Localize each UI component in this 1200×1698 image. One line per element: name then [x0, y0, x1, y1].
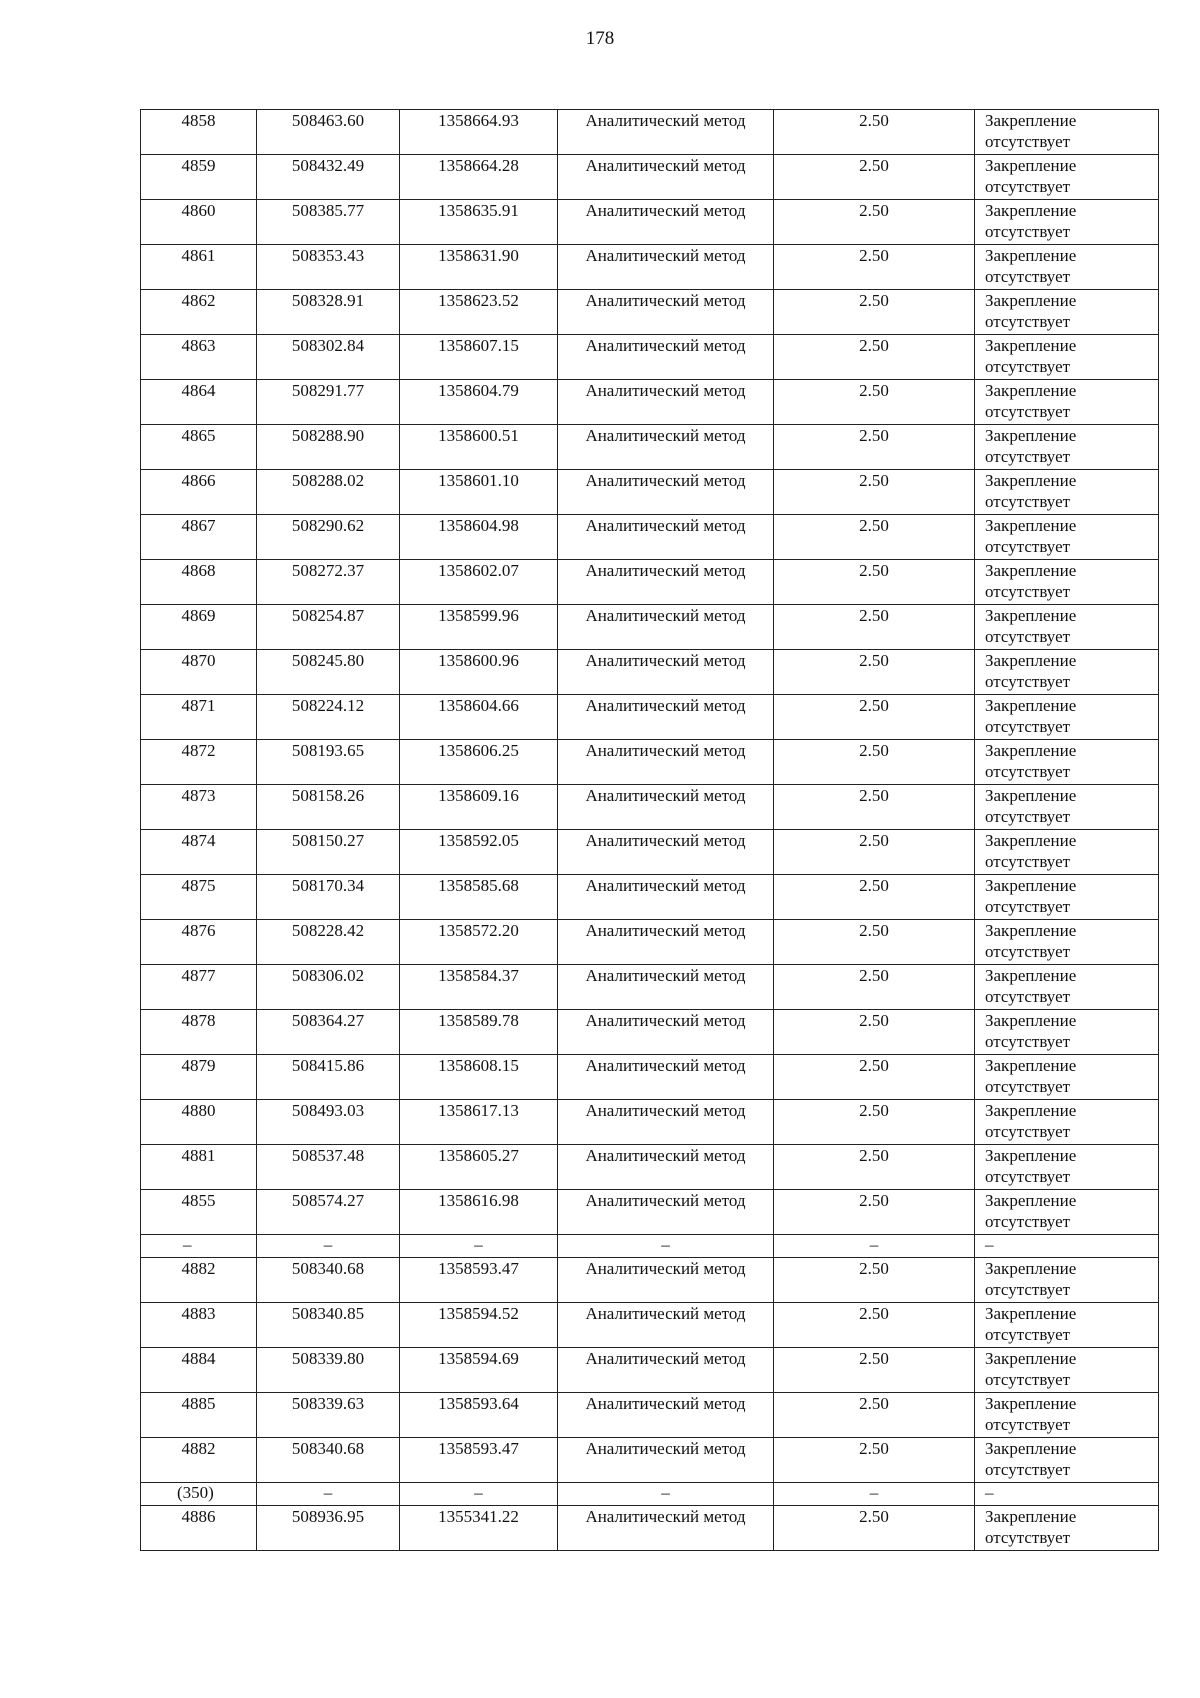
method-cell: Аналитический метод: [558, 1190, 774, 1235]
point-number-cell: 4886: [141, 1506, 257, 1551]
fixing-cell: Закрепление отсутствует: [975, 1506, 1159, 1551]
x-coordinate-cell: 508290.62: [257, 515, 400, 560]
y-coordinate-cell: 1358608.15: [400, 1055, 558, 1100]
x-coordinate-cell: 508228.42: [257, 920, 400, 965]
fixing-cell: Закрепление отсутствует: [975, 200, 1159, 245]
y-coordinate-cell: 1358604.98: [400, 515, 558, 560]
point-number-cell: 4884: [141, 1348, 257, 1393]
method-cell: Аналитический метод: [558, 1303, 774, 1348]
fixing-cell: Закрепление отсутствует: [975, 875, 1159, 920]
table-row: [141, 470, 1159, 515]
accuracy-cell: 2.50: [774, 1145, 975, 1190]
table-row: [141, 1348, 1159, 1393]
method-cell: Аналитический метод: [558, 155, 774, 200]
y-coordinate-cell: 1358617.13: [400, 1100, 558, 1145]
x-coordinate-cell: 508254.87: [257, 605, 400, 650]
point-number-cell: 4865: [141, 425, 257, 470]
y-coordinate-cell: 1358609.16: [400, 785, 558, 830]
y-coordinate-cell: 1358616.98: [400, 1190, 558, 1235]
method-cell: Аналитический метод: [558, 785, 774, 830]
point-number-cell: 4855: [141, 1190, 257, 1235]
fixing-cell: Закрепление отсутствует: [975, 1145, 1159, 1190]
x-coordinate-cell: 508339.63: [257, 1393, 400, 1438]
method-cell: Аналитический метод: [558, 830, 774, 875]
x-coordinate-cell: 508224.12: [257, 695, 400, 740]
table-row: [141, 380, 1159, 425]
y-coordinate-cell: 1358601.10: [400, 470, 558, 515]
fixing-cell: Закрепление отсутствует: [975, 380, 1159, 425]
accuracy-cell: 2.50: [774, 1010, 975, 1055]
table-row: [141, 515, 1159, 560]
fixing-cell: Закрепление отсутствует: [975, 695, 1159, 740]
point-number-cell: 4885: [141, 1393, 257, 1438]
table-row: [141, 740, 1159, 785]
accuracy-cell: 2.50: [774, 830, 975, 875]
y-coordinate-cell: 1358600.96: [400, 650, 558, 695]
table-row: [141, 1303, 1159, 1348]
y-coordinate-cell: –: [400, 1483, 558, 1506]
y-coordinate-cell: 1358594.69: [400, 1348, 558, 1393]
fixing-cell: Закрепление отсутствует: [975, 560, 1159, 605]
y-coordinate-cell: 1358600.51: [400, 425, 558, 470]
method-cell: Аналитический метод: [558, 1348, 774, 1393]
point-number-cell: 4875: [141, 875, 257, 920]
table-row: [141, 335, 1159, 380]
fixing-cell: Закрепление отсутствует: [975, 650, 1159, 695]
x-coordinate-cell: 508432.49: [257, 155, 400, 200]
y-coordinate-cell: 1358604.79: [400, 380, 558, 425]
method-cell: Аналитический метод: [558, 1438, 774, 1483]
accuracy-cell: –: [774, 1235, 975, 1258]
point-number-cell: 4861: [141, 245, 257, 290]
y-coordinate-cell: 1358635.91: [400, 200, 558, 245]
fixing-cell: Закрепление отсутствует: [975, 470, 1159, 515]
y-coordinate-cell: 1358607.15: [400, 335, 558, 380]
table-row: [141, 965, 1159, 1010]
accuracy-cell: 2.50: [774, 740, 975, 785]
point-number-cell: 4873: [141, 785, 257, 830]
table-row: [141, 830, 1159, 875]
accuracy-cell: 2.50: [774, 110, 975, 155]
accuracy-cell: 2.50: [774, 1506, 975, 1551]
fixing-cell: Закрепление отсутствует: [975, 965, 1159, 1010]
y-coordinate-cell: 1358593.47: [400, 1438, 558, 1483]
method-cell: Аналитический метод: [558, 335, 774, 380]
accuracy-cell: 2.50: [774, 1438, 975, 1483]
page-number: 178: [585, 28, 615, 49]
point-number-cell: 4882: [141, 1438, 257, 1483]
x-coordinate-cell: 508170.34: [257, 875, 400, 920]
x-coordinate-cell: 508385.77: [257, 200, 400, 245]
point-number-cell: 4860: [141, 200, 257, 245]
table-row: [141, 1055, 1159, 1100]
x-coordinate-cell: 508193.65: [257, 740, 400, 785]
x-coordinate-cell: 508364.27: [257, 1010, 400, 1055]
method-cell: Аналитический метод: [558, 1258, 774, 1303]
fixing-cell: Закрепление отсутствует: [975, 515, 1159, 560]
accuracy-cell: 2.50: [774, 1348, 975, 1393]
fixing-cell: –: [975, 1483, 1159, 1506]
y-coordinate-cell: 1358593.64: [400, 1393, 558, 1438]
x-coordinate-cell: 508463.60: [257, 110, 400, 155]
method-cell: Аналитический метод: [558, 875, 774, 920]
x-coordinate-cell: 508302.84: [257, 335, 400, 380]
accuracy-cell: 2.50: [774, 1190, 975, 1235]
x-coordinate-cell: 508537.48: [257, 1145, 400, 1190]
fixing-cell: Закрепление отсутствует: [975, 605, 1159, 650]
x-coordinate-cell: 508272.37: [257, 560, 400, 605]
x-coordinate-cell: 508415.86: [257, 1055, 400, 1100]
accuracy-cell: 2.50: [774, 245, 975, 290]
method-cell: Аналитический метод: [558, 1010, 774, 1055]
x-coordinate-cell: 508245.80: [257, 650, 400, 695]
x-coordinate-cell: 508150.27: [257, 830, 400, 875]
fixing-cell: Закрепление отсутствует: [975, 110, 1159, 155]
accuracy-cell: 2.50: [774, 560, 975, 605]
y-coordinate-cell: 1358572.20: [400, 920, 558, 965]
point-number-cell: 4862: [141, 290, 257, 335]
method-cell: Аналитический метод: [558, 695, 774, 740]
method-cell: Аналитический метод: [558, 290, 774, 335]
fixing-cell: Закрепление отсутствует: [975, 830, 1159, 875]
table-row: [141, 1010, 1159, 1055]
point-number-cell: 4870: [141, 650, 257, 695]
x-coordinate-cell: 508936.95: [257, 1506, 400, 1551]
accuracy-cell: 2.50: [774, 650, 975, 695]
table-row: [141, 695, 1159, 740]
point-number-cell: 4864: [141, 380, 257, 425]
y-coordinate-cell: 1358599.96: [400, 605, 558, 650]
accuracy-cell: 2.50: [774, 785, 975, 830]
method-cell: Аналитический метод: [558, 110, 774, 155]
y-coordinate-cell: 1358664.28: [400, 155, 558, 200]
x-coordinate-cell: 508493.03: [257, 1100, 400, 1145]
table-row: [141, 155, 1159, 200]
x-coordinate-cell: 508158.26: [257, 785, 400, 830]
x-coordinate-cell: 508574.27: [257, 1190, 400, 1235]
accuracy-cell: 2.50: [774, 470, 975, 515]
point-number-cell: 4876: [141, 920, 257, 965]
method-cell: Аналитический метод: [558, 470, 774, 515]
table-row: [141, 875, 1159, 920]
method-cell: Аналитический метод: [558, 380, 774, 425]
x-coordinate-cell: 508339.80: [257, 1348, 400, 1393]
method-cell: –: [558, 1235, 774, 1258]
method-cell: Аналитический метод: [558, 650, 774, 695]
accuracy-cell: 2.50: [774, 965, 975, 1010]
method-cell: Аналитический метод: [558, 1393, 774, 1438]
accuracy-cell: 2.50: [774, 695, 975, 740]
x-coordinate-cell: 508288.02: [257, 470, 400, 515]
point-number-cell: 4883: [141, 1303, 257, 1348]
method-cell: Аналитический метод: [558, 920, 774, 965]
method-cell: –: [558, 1483, 774, 1506]
table-row: [141, 1258, 1159, 1303]
fixing-cell: Закрепление отсутствует: [975, 1303, 1159, 1348]
fixing-cell: Закрепление отсутствует: [975, 740, 1159, 785]
coordinates-table: [140, 109, 1159, 1551]
accuracy-cell: 2.50: [774, 1303, 975, 1348]
table-row: [141, 650, 1159, 695]
method-cell: Аналитический метод: [558, 1055, 774, 1100]
point-number-cell: 4880: [141, 1100, 257, 1145]
accuracy-cell: 2.50: [774, 200, 975, 245]
table-row: [141, 110, 1159, 155]
accuracy-cell: 2.50: [774, 605, 975, 650]
table-row: [141, 200, 1159, 245]
accuracy-cell: 2.50: [774, 515, 975, 560]
table-row: [141, 245, 1159, 290]
fixing-cell: Закрепление отсутствует: [975, 1010, 1159, 1055]
y-coordinate-cell: 1358631.90: [400, 245, 558, 290]
accuracy-cell: 2.50: [774, 1055, 975, 1100]
point-number-cell: 4858: [141, 110, 257, 155]
fixing-cell: Закрепление отсутствует: [975, 1393, 1159, 1438]
table-row: [141, 1438, 1159, 1483]
method-cell: Аналитический метод: [558, 245, 774, 290]
accuracy-cell: 2.50: [774, 1393, 975, 1438]
accuracy-cell: 2.50: [774, 335, 975, 380]
y-coordinate-cell: 1358592.05: [400, 830, 558, 875]
fixing-cell: –: [975, 1235, 1159, 1258]
y-coordinate-cell: 1358589.78: [400, 1010, 558, 1055]
fixing-cell: Закрепление отсутствует: [975, 1190, 1159, 1235]
y-coordinate-cell: 1358623.52: [400, 290, 558, 335]
method-cell: Аналитический метод: [558, 1506, 774, 1551]
accuracy-cell: 2.50: [774, 290, 975, 335]
y-coordinate-cell: 1358606.25: [400, 740, 558, 785]
accuracy-cell: –: [774, 1483, 975, 1506]
point-number-cell: 4867: [141, 515, 257, 560]
y-coordinate-cell: 1358593.47: [400, 1258, 558, 1303]
y-coordinate-cell: 1358604.66: [400, 695, 558, 740]
table-row: [141, 605, 1159, 650]
fixing-cell: Закрепление отсутствует: [975, 920, 1159, 965]
x-coordinate-cell: 508340.68: [257, 1258, 400, 1303]
point-number-cell: 4878: [141, 1010, 257, 1055]
x-coordinate-cell: 508340.68: [257, 1438, 400, 1483]
point-number-cell: 4874: [141, 830, 257, 875]
point-number-cell: 4869: [141, 605, 257, 650]
y-coordinate-cell: 1358664.93: [400, 110, 558, 155]
x-coordinate-cell: 508306.02: [257, 965, 400, 1010]
method-cell: Аналитический метод: [558, 425, 774, 470]
point-number-cell: 4863: [141, 335, 257, 380]
y-coordinate-cell: –: [400, 1235, 558, 1258]
table-row: [141, 1190, 1159, 1235]
coordinates-table-body: [141, 110, 1159, 1551]
point-number-cell: 4871: [141, 695, 257, 740]
point-number-cell: –: [141, 1235, 257, 1258]
table-row: [141, 1100, 1159, 1145]
x-coordinate-cell: 508340.85: [257, 1303, 400, 1348]
fixing-cell: Закрепление отсутствует: [975, 155, 1159, 200]
x-coordinate-cell: –: [257, 1235, 400, 1258]
accuracy-cell: 2.50: [774, 875, 975, 920]
table-row: [141, 560, 1159, 605]
method-cell: Аналитический метод: [558, 515, 774, 560]
y-coordinate-cell: 1358605.27: [400, 1145, 558, 1190]
separator-row: [141, 1483, 1159, 1506]
method-cell: Аналитический метод: [558, 1145, 774, 1190]
method-cell: Аналитический метод: [558, 605, 774, 650]
y-coordinate-cell: 1358584.37: [400, 965, 558, 1010]
fixing-cell: Закрепление отсутствует: [975, 335, 1159, 380]
fixing-cell: Закрепление отсутствует: [975, 290, 1159, 335]
x-coordinate-cell: 508328.91: [257, 290, 400, 335]
point-number-cell: 4881: [141, 1145, 257, 1190]
accuracy-cell: 2.50: [774, 1100, 975, 1145]
table-row: [141, 1506, 1159, 1551]
point-number-cell: 4859: [141, 155, 257, 200]
fixing-cell: Закрепление отсутствует: [975, 1258, 1159, 1303]
separator-row: [141, 1235, 1159, 1258]
table-row: [141, 1145, 1159, 1190]
table-row: [141, 425, 1159, 470]
fixing-cell: Закрепление отсутствует: [975, 1348, 1159, 1393]
point-number-cell: 4879: [141, 1055, 257, 1100]
point-number-cell: 4877: [141, 965, 257, 1010]
y-coordinate-cell: 1358585.68: [400, 875, 558, 920]
fixing-cell: Закрепление отсутствует: [975, 1100, 1159, 1145]
x-coordinate-cell: –: [257, 1483, 400, 1506]
method-cell: Аналитический метод: [558, 200, 774, 245]
point-number-cell: 4868: [141, 560, 257, 605]
point-number-cell: 4872: [141, 740, 257, 785]
method-cell: Аналитический метод: [558, 1100, 774, 1145]
fixing-cell: Закрепление отсутствует: [975, 425, 1159, 470]
method-cell: Аналитический метод: [558, 560, 774, 605]
table-row: [141, 1393, 1159, 1438]
accuracy-cell: 2.50: [774, 155, 975, 200]
method-cell: Аналитический метод: [558, 740, 774, 785]
method-cell: Аналитический метод: [558, 965, 774, 1010]
y-coordinate-cell: 1358602.07: [400, 560, 558, 605]
table-row: [141, 290, 1159, 335]
fixing-cell: Закрепление отсутствует: [975, 1438, 1159, 1483]
x-coordinate-cell: 508353.43: [257, 245, 400, 290]
accuracy-cell: 2.50: [774, 380, 975, 425]
point-number-cell: (350): [141, 1483, 257, 1506]
point-number-cell: 4866: [141, 470, 257, 515]
accuracy-cell: 2.50: [774, 920, 975, 965]
accuracy-cell: 2.50: [774, 425, 975, 470]
table-row: [141, 785, 1159, 830]
fixing-cell: Закрепление отсутствует: [975, 785, 1159, 830]
x-coordinate-cell: 508288.90: [257, 425, 400, 470]
y-coordinate-cell: 1355341.22: [400, 1506, 558, 1551]
x-coordinate-cell: 508291.77: [257, 380, 400, 425]
accuracy-cell: 2.50: [774, 1258, 975, 1303]
y-coordinate-cell: 1358594.52: [400, 1303, 558, 1348]
point-number-cell: 4882: [141, 1258, 257, 1303]
fixing-cell: Закрепление отсутствует: [975, 1055, 1159, 1100]
fixing-cell: Закрепление отсутствует: [975, 245, 1159, 290]
table-row: [141, 920, 1159, 965]
